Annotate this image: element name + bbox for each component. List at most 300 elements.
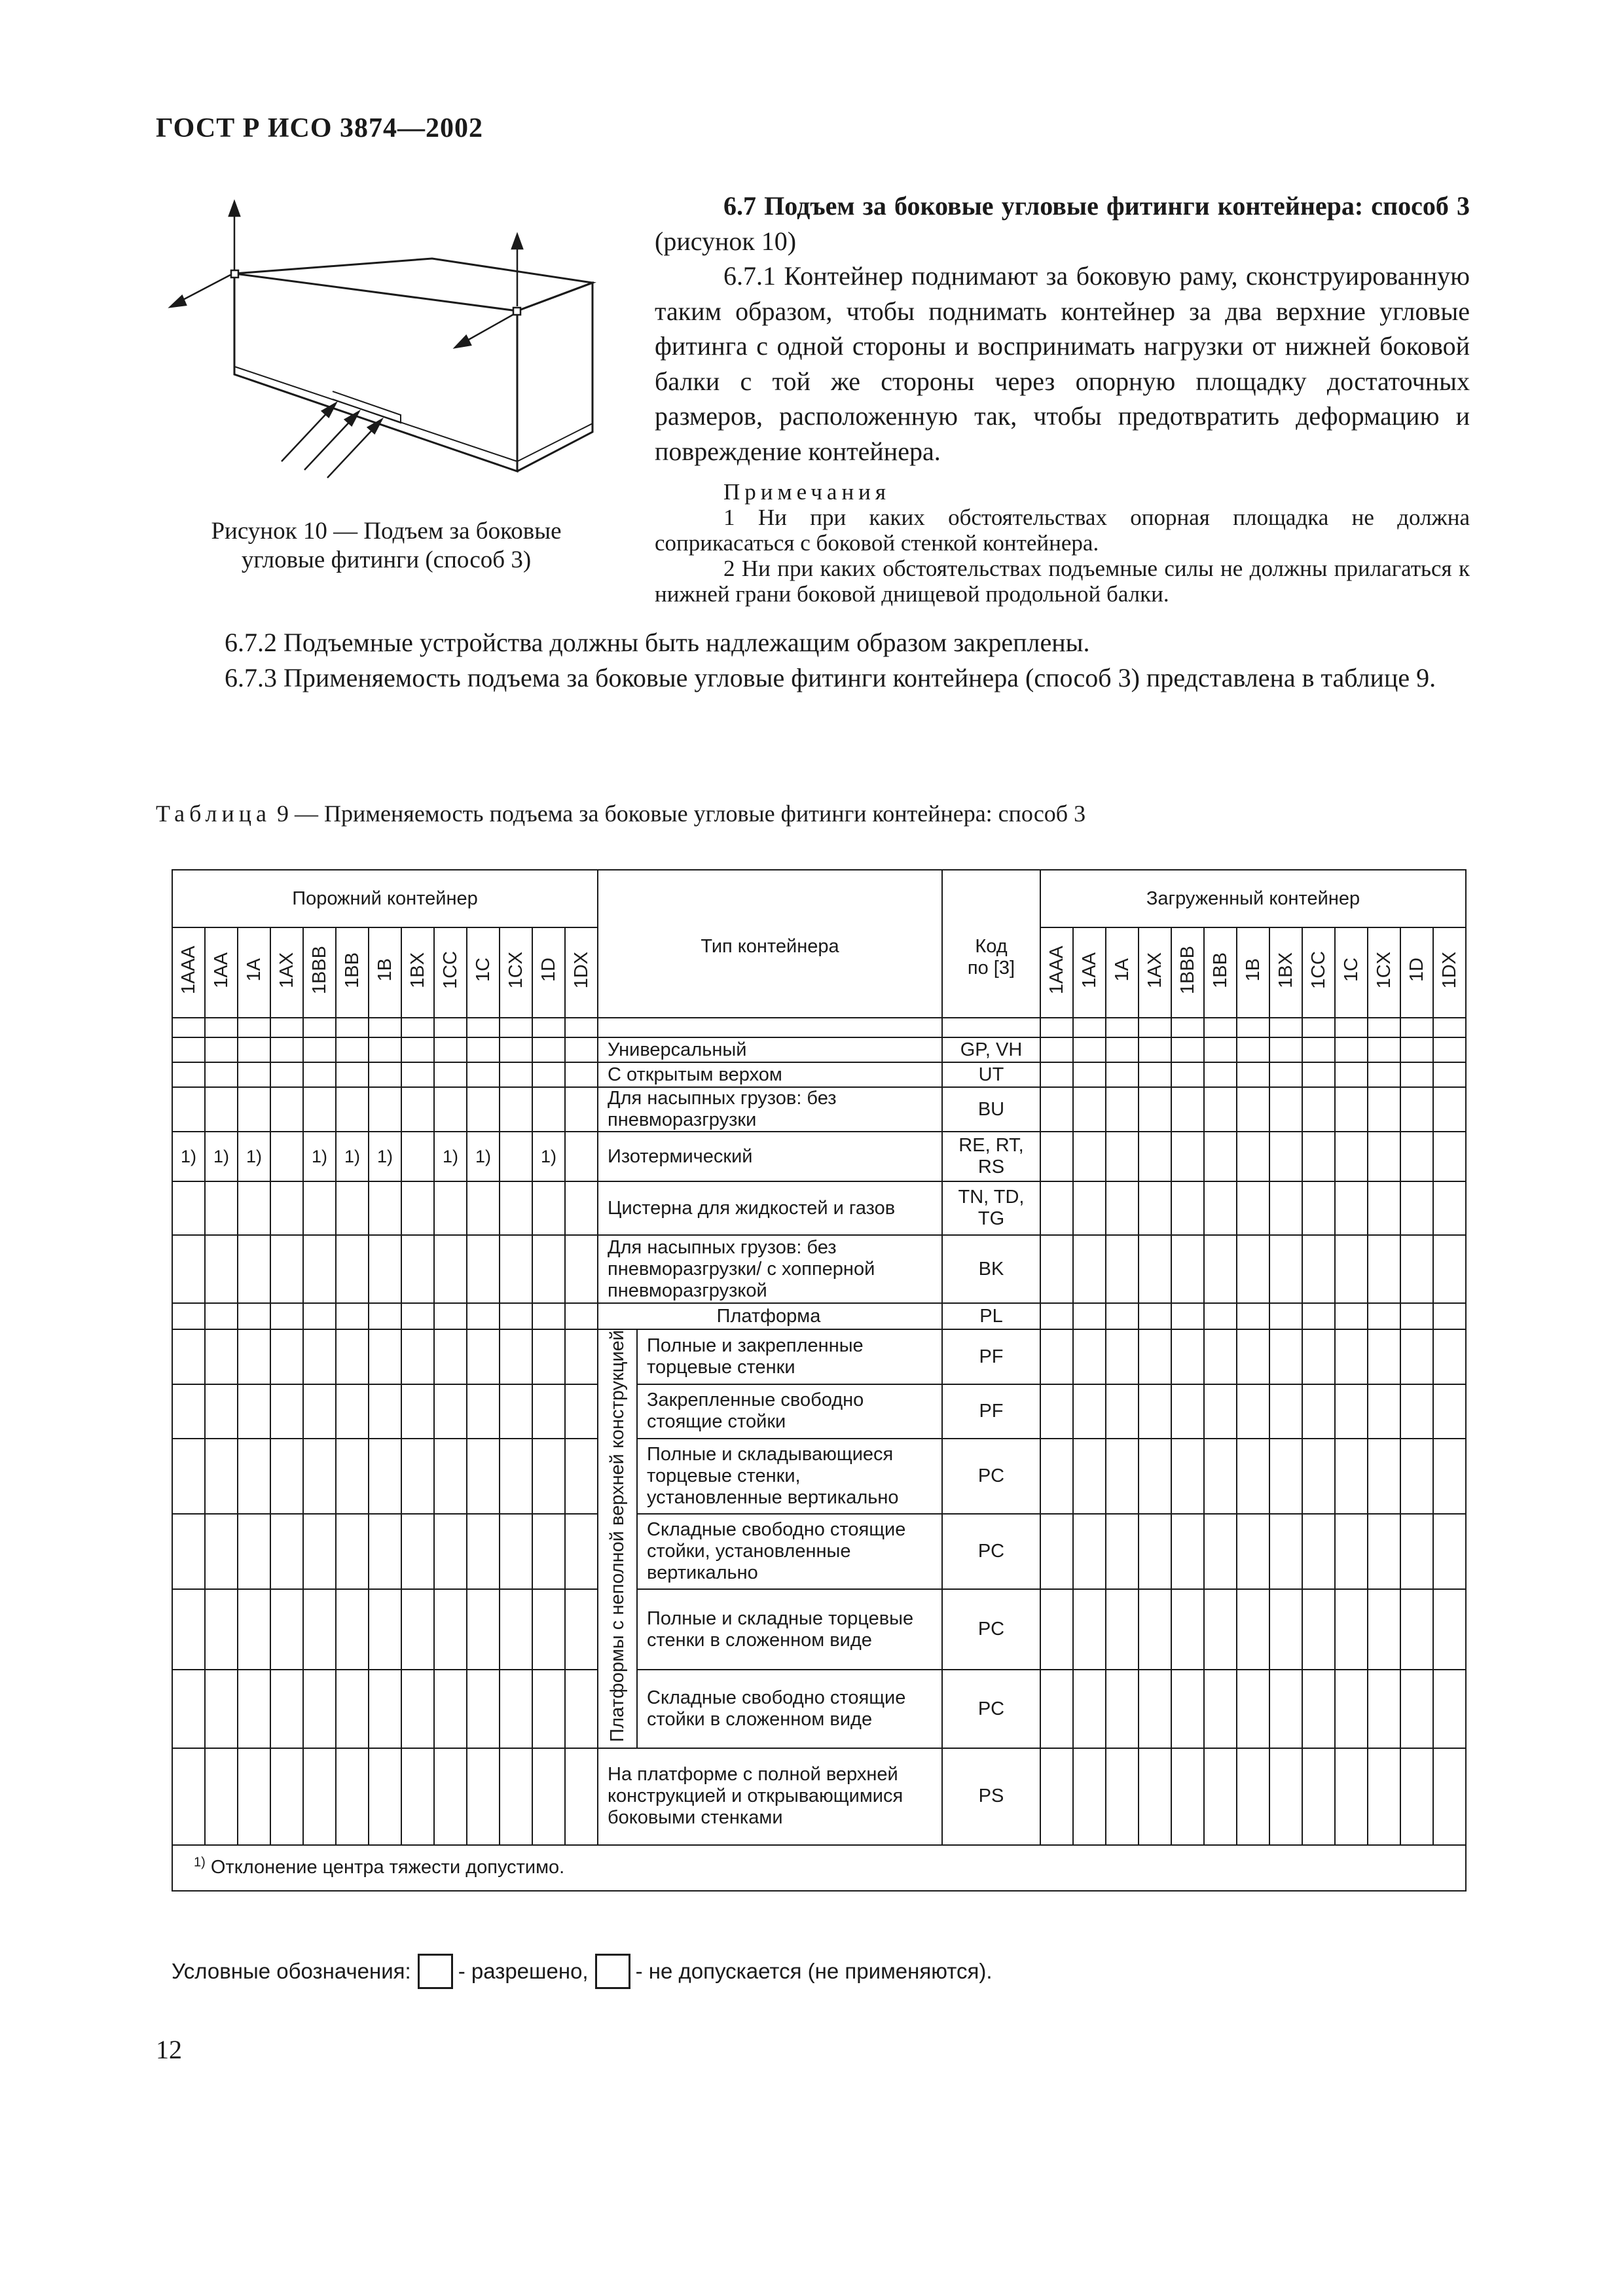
empty-cell	[303, 1748, 336, 1845]
empty-cell	[532, 1018, 565, 1037]
empty-cell	[500, 1329, 532, 1384]
container-code: BK	[942, 1235, 1040, 1303]
loaded-cell	[1073, 1235, 1106, 1303]
empty-cell	[467, 1748, 500, 1845]
document-header: ГОСТ Р ИСО 3874—2002	[156, 113, 484, 143]
note-2: 2 Ни при каких обстоятельствах подъемные силы не должны прилагаться к нижней грани боковой днищевой продольной балки.	[655, 556, 1470, 607]
loaded-cell	[1400, 1439, 1433, 1514]
empty-col-header-label: 1CC	[439, 950, 461, 989]
legend-forbidden-text: - не допускается (не применяются).	[635, 1959, 993, 1983]
empty-cell: 1)	[532, 1132, 565, 1181]
empty-cell	[336, 1514, 369, 1589]
loaded-col-header-label: 1B	[1242, 958, 1264, 982]
loaded-cell	[1335, 1132, 1368, 1181]
empty-cell	[270, 1018, 303, 1037]
empty-cell	[401, 1235, 434, 1303]
section-6-7-2-3	[156, 625, 1470, 696]
empty-cell	[467, 1439, 500, 1514]
loaded-cell	[1139, 1670, 1171, 1748]
empty-col-header-1DX	[565, 927, 598, 1018]
loaded-cell	[1335, 1514, 1368, 1589]
empty-cell	[270, 1670, 303, 1748]
container-code: PC	[942, 1514, 1040, 1589]
container-code: PC	[942, 1589, 1040, 1670]
table-row	[172, 1589, 1466, 1670]
container-type-header: Тип контейнера	[598, 870, 942, 1018]
loaded-cell	[1335, 1181, 1368, 1235]
empty-cell	[172, 1087, 205, 1132]
loaded-cell	[1335, 1235, 1368, 1303]
empty-cell	[467, 1670, 500, 1748]
empty-col-header-1BBB	[303, 927, 336, 1018]
table-row	[172, 1181, 1466, 1235]
empty-cell	[401, 1181, 434, 1235]
loaded-cell	[1171, 1037, 1204, 1062]
loaded-cell	[1139, 1181, 1171, 1235]
empty-cell	[172, 1329, 205, 1384]
empty-cell	[172, 1181, 205, 1235]
loaded-cell	[1237, 1303, 1269, 1329]
loaded-cell	[1302, 1062, 1335, 1087]
empty-cell	[336, 1589, 369, 1670]
empty-cell	[270, 1439, 303, 1514]
empty-cell	[238, 1018, 270, 1037]
loaded-cell	[1433, 1087, 1466, 1132]
loaded-cell	[1171, 1329, 1204, 1384]
empty-cell	[500, 1384, 532, 1438]
empty-cell	[205, 1087, 238, 1132]
empty-cell	[434, 1303, 467, 1329]
loaded-cell	[1204, 1087, 1237, 1132]
table-row	[172, 1132, 1466, 1181]
empty-cell	[205, 1748, 238, 1845]
loaded-cell	[1335, 1062, 1368, 1087]
loaded-cell	[1335, 1329, 1368, 1384]
empty-cell	[434, 1748, 467, 1845]
empty-cell	[434, 1037, 467, 1062]
loaded-cell	[1400, 1018, 1433, 1037]
empty-cell	[434, 1439, 467, 1514]
loaded-cell	[1269, 1062, 1302, 1087]
empty-cell	[369, 1037, 401, 1062]
loaded-cell	[1433, 1748, 1466, 1845]
loaded-cell	[1368, 1748, 1400, 1845]
table-row	[172, 1087, 1466, 1132]
empty-cell	[434, 1384, 467, 1438]
loaded-cell	[1106, 1132, 1139, 1181]
loaded-cell	[1433, 1062, 1466, 1087]
loaded-cell	[1433, 1018, 1466, 1037]
loaded-cell	[1073, 1037, 1106, 1062]
empty-cell	[500, 1439, 532, 1514]
empty-cell	[369, 1235, 401, 1303]
empty-cell	[467, 1384, 500, 1438]
empty-cell	[336, 1181, 369, 1235]
loaded-cell	[1335, 1748, 1368, 1845]
empty-cell	[532, 1037, 565, 1062]
empty-cell	[303, 1439, 336, 1514]
loaded-cell	[1139, 1384, 1171, 1438]
empty-col-header-label: 1AX	[276, 952, 297, 988]
empty-cell	[434, 1062, 467, 1087]
paragraph-6-7-2: 6.7.2 Подъемные устройства должны быть надлежащим образом закреплены.	[225, 628, 1090, 657]
empty-cell	[532, 1329, 565, 1384]
empty-cell	[336, 1018, 369, 1037]
empty-cell	[467, 1514, 500, 1589]
loaded-cell	[1171, 1087, 1204, 1132]
empty-cell	[303, 1181, 336, 1235]
loaded-cell	[1139, 1514, 1171, 1589]
loaded-cell	[1368, 1514, 1400, 1589]
loaded-cell	[1302, 1748, 1335, 1845]
empty-cell	[369, 1384, 401, 1438]
empty-cell	[369, 1589, 401, 1670]
loaded-cell	[1040, 1329, 1073, 1384]
loaded-cell	[1433, 1589, 1466, 1670]
container-code: PS	[942, 1748, 1040, 1845]
container-code: PC	[942, 1670, 1040, 1748]
empty-cell: 1)	[467, 1132, 500, 1181]
empty-cell	[270, 1589, 303, 1670]
loaded-cell	[1040, 1037, 1073, 1062]
section-6-7-heading-ref: (рисунок 10)	[655, 226, 797, 256]
table-row	[172, 1748, 1466, 1845]
loaded-cell	[1040, 1670, 1073, 1748]
container-type-desc: Для насыпных грузов: без пневморазгрузки/ с хопперной пневморазгрузкой	[598, 1235, 942, 1303]
loaded-cell	[1204, 1235, 1237, 1303]
loaded-col-header-1B	[1237, 927, 1269, 1018]
empty-cell	[336, 1329, 369, 1384]
loaded-cell	[1269, 1748, 1302, 1845]
empty-cell	[565, 1303, 598, 1329]
loaded-cell	[1171, 1439, 1204, 1514]
loaded-cell	[1269, 1181, 1302, 1235]
empty-cell	[205, 1670, 238, 1748]
empty-cell	[565, 1670, 598, 1748]
loaded-cell	[1073, 1018, 1106, 1037]
notes-block	[655, 479, 1470, 607]
container-type-desc: Цистерна для жидкостей и газов	[598, 1181, 942, 1235]
empty-cell	[565, 1087, 598, 1132]
loaded-cell	[1400, 1303, 1433, 1329]
loaded-cell	[1106, 1589, 1139, 1670]
empty-col-header-1CC	[434, 927, 467, 1018]
loaded-cell	[1400, 1235, 1433, 1303]
loaded-cell	[1368, 1018, 1400, 1037]
empty-cell	[238, 1748, 270, 1845]
legend-allowed-text: - разрешено,	[458, 1959, 589, 1983]
lift-arrow-left-head	[229, 202, 240, 216]
empty-cell	[172, 1018, 205, 1037]
spacer-code-cell	[942, 1018, 1040, 1037]
loaded-cell	[1171, 1748, 1204, 1845]
container-code: GP, VH	[942, 1037, 1040, 1062]
container-type-desc: Универсальный	[598, 1037, 942, 1062]
code-header-line-2: по [3]	[967, 958, 1015, 978]
push-arrow-1	[282, 409, 331, 461]
empty-cell	[172, 1303, 205, 1329]
loaded-cell	[1400, 1514, 1433, 1589]
table-row	[172, 1062, 1466, 1087]
empty-col-header-label: 1BB	[341, 952, 363, 988]
loaded-cell	[1073, 1062, 1106, 1087]
empty-cell	[565, 1037, 598, 1062]
loaded-cell	[1171, 1514, 1204, 1589]
empty-cell: 1)	[238, 1132, 270, 1181]
loaded-cell	[1269, 1514, 1302, 1589]
empty-cell	[532, 1514, 565, 1589]
loaded-cell	[1040, 1748, 1073, 1845]
loaded-cell	[1171, 1589, 1204, 1670]
empty-cell	[500, 1235, 532, 1303]
loaded-cell	[1368, 1589, 1400, 1670]
table-9	[172, 869, 1467, 1892]
loaded-cell	[1040, 1439, 1073, 1514]
loaded-cell	[1433, 1132, 1466, 1181]
empty-cell	[303, 1514, 336, 1589]
loaded-cell	[1433, 1439, 1466, 1514]
loaded-cell	[1040, 1589, 1073, 1670]
empty-cell	[270, 1181, 303, 1235]
lift-arrow-right-head	[512, 234, 522, 249]
loaded-cell	[1400, 1670, 1433, 1748]
loaded-cell	[1139, 1235, 1171, 1303]
table-9-caption	[156, 800, 1470, 827]
loaded-cell	[1040, 1087, 1073, 1132]
loaded-cell	[1237, 1514, 1269, 1589]
loaded-container-group-header: Загруженный контейнер	[1040, 870, 1466, 927]
empty-cell	[401, 1303, 434, 1329]
figure-caption	[157, 517, 615, 575]
empty-cell	[532, 1062, 565, 1087]
platform-group-cell	[598, 1329, 637, 1748]
page-number: 12	[156, 2035, 182, 2064]
loaded-cell	[1106, 1181, 1139, 1235]
empty-col-header-label: 1DX	[570, 951, 592, 989]
section-6-7	[655, 188, 1470, 607]
empty-cell	[401, 1018, 434, 1037]
empty-cell	[336, 1439, 369, 1514]
table-row	[172, 1303, 1466, 1329]
loaded-cell	[1106, 1439, 1139, 1514]
loaded-col-header-label: 1D	[1406, 958, 1427, 982]
empty-cell	[303, 1670, 336, 1748]
loaded-cell	[1073, 1132, 1106, 1181]
loaded-cell	[1335, 1384, 1368, 1438]
empty-cell	[172, 1384, 205, 1438]
loaded-cell	[1433, 1670, 1466, 1748]
empty-cell	[303, 1329, 336, 1384]
empty-cell	[238, 1087, 270, 1132]
loaded-col-header-label: 1AAA	[1046, 945, 1067, 995]
fitting-right	[513, 308, 520, 315]
empty-container-group-header: Порожний контейнер	[172, 870, 598, 927]
empty-cell	[238, 1037, 270, 1062]
empty-cell	[434, 1018, 467, 1037]
loaded-cell	[1171, 1062, 1204, 1087]
loaded-cell	[1400, 1181, 1433, 1235]
empty-cell	[238, 1235, 270, 1303]
empty-cell	[238, 1329, 270, 1384]
loaded-cell	[1335, 1589, 1368, 1670]
empty-cell	[565, 1018, 598, 1037]
loaded-cell	[1204, 1439, 1237, 1514]
empty-cell	[532, 1235, 565, 1303]
loaded-cell	[1237, 1087, 1269, 1132]
loaded-cell	[1302, 1303, 1335, 1329]
figure-caption-line-2: угловые фитинги (способ 3)	[241, 547, 532, 573]
loaded-cell	[1139, 1303, 1171, 1329]
empty-cell	[270, 1329, 303, 1384]
empty-cell	[270, 1384, 303, 1438]
empty-cell	[270, 1514, 303, 1589]
empty-cell	[532, 1748, 565, 1845]
empty-cell	[336, 1087, 369, 1132]
loaded-cell	[1139, 1132, 1171, 1181]
loaded-cell	[1269, 1384, 1302, 1438]
empty-cell	[467, 1018, 500, 1037]
empty-col-header-1BB	[336, 927, 369, 1018]
footnote-marker: 1)	[194, 1855, 206, 1870]
loaded-cell	[1269, 1132, 1302, 1181]
empty-cell	[238, 1439, 270, 1514]
loaded-cell	[1204, 1670, 1237, 1748]
push-arrow-3	[327, 425, 376, 478]
empty-col-header-1AX	[270, 927, 303, 1018]
loaded-cell	[1302, 1670, 1335, 1748]
loaded-cell	[1433, 1181, 1466, 1235]
table-9-body	[172, 1018, 1466, 1891]
loaded-cell	[1269, 1329, 1302, 1384]
empty-cell	[369, 1329, 401, 1384]
empty-cell	[565, 1181, 598, 1235]
empty-cell	[565, 1589, 598, 1670]
empty-cell	[369, 1018, 401, 1037]
side-arrow-left-head	[170, 296, 186, 307]
loaded-cell	[1204, 1037, 1237, 1062]
loaded-col-header-label: 1BX	[1275, 952, 1296, 988]
loaded-cell	[1368, 1329, 1400, 1384]
loaded-cell	[1400, 1748, 1433, 1845]
loaded-cell	[1368, 1132, 1400, 1181]
loaded-cell	[1106, 1329, 1139, 1384]
loaded-cell	[1171, 1384, 1204, 1438]
loaded-cell	[1237, 1670, 1269, 1748]
table-caption-prefix: Таблица	[156, 800, 271, 827]
empty-cell	[369, 1062, 401, 1087]
empty-col-header-label: 1BBB	[308, 945, 330, 995]
loaded-cell	[1204, 1748, 1237, 1845]
empty-cell	[434, 1514, 467, 1589]
empty-cell	[205, 1329, 238, 1384]
empty-cell	[172, 1062, 205, 1087]
loaded-cell	[1139, 1748, 1171, 1845]
empty-cell	[500, 1181, 532, 1235]
loaded-cell	[1106, 1303, 1139, 1329]
empty-col-header-label: 1AA	[210, 952, 232, 988]
empty-cell	[270, 1062, 303, 1087]
loaded-cell	[1237, 1132, 1269, 1181]
loaded-cell	[1073, 1670, 1106, 1748]
loaded-cell	[1139, 1018, 1171, 1037]
empty-cell	[434, 1589, 467, 1670]
loaded-cell	[1302, 1514, 1335, 1589]
loaded-cell	[1433, 1235, 1466, 1303]
empty-cell	[369, 1748, 401, 1845]
empty-col-header-1BX	[401, 927, 434, 1018]
empty-col-header-label: 1BX	[407, 952, 428, 988]
loaded-col-header-1BBB	[1171, 927, 1204, 1018]
notes-title: Примечания	[723, 479, 891, 505]
container-type-desc: Полные и складные торцевые стенки в сложенном виде	[637, 1589, 942, 1670]
loaded-cell	[1302, 1329, 1335, 1384]
loaded-cell	[1171, 1018, 1204, 1037]
loaded-cell	[1106, 1748, 1139, 1845]
empty-cell	[303, 1018, 336, 1037]
empty-cell: 1)	[303, 1132, 336, 1181]
loaded-col-header-label: 1DX	[1438, 951, 1460, 989]
loaded-cell	[1335, 1670, 1368, 1748]
loaded-cell	[1040, 1018, 1073, 1037]
loaded-cell	[1269, 1589, 1302, 1670]
loaded-cell	[1335, 1018, 1368, 1037]
loaded-cell	[1073, 1303, 1106, 1329]
loaded-cell	[1302, 1384, 1335, 1438]
empty-cell	[270, 1235, 303, 1303]
empty-cell	[500, 1062, 532, 1087]
empty-cell	[270, 1748, 303, 1845]
table-row	[172, 1384, 1466, 1438]
side-arrow-right-shaft	[462, 314, 514, 344]
empty-cell	[434, 1329, 467, 1384]
loaded-col-header-label: 1AX	[1144, 952, 1165, 988]
loaded-cell	[1269, 1087, 1302, 1132]
loaded-cell	[1302, 1439, 1335, 1514]
loaded-cell	[1040, 1132, 1073, 1181]
loaded-col-header-1AAA	[1040, 927, 1073, 1018]
loaded-cell	[1335, 1303, 1368, 1329]
empty-cell	[467, 1037, 500, 1062]
empty-cell: 1)	[336, 1132, 369, 1181]
empty-cell	[401, 1589, 434, 1670]
empty-cell	[336, 1303, 369, 1329]
empty-cell	[467, 1062, 500, 1087]
loaded-cell	[1040, 1384, 1073, 1438]
loaded-cell	[1269, 1670, 1302, 1748]
empty-cell	[401, 1087, 434, 1132]
paragraph-6-7-1: 6.7.1 Контейнер поднимают за боковую раму, сконструированную таким образом, чтобы поднимать контейнер за два верхние угловые фитинга с одной стороны и воспринимать нагрузки от нижней боковой балки с той же стороны через опорную площадку достаточных размеров, расположенную так, чтобы предотвратить деформацию и повреждение контейнера.	[655, 261, 1470, 466]
empty-cell	[172, 1235, 205, 1303]
empty-cell	[500, 1037, 532, 1062]
empty-cell	[467, 1181, 500, 1235]
loaded-col-header-1BB	[1204, 927, 1237, 1018]
empty-col-header-1AA	[205, 927, 238, 1018]
empty-cell	[532, 1303, 565, 1329]
loaded-cell	[1368, 1037, 1400, 1062]
loaded-cell	[1302, 1037, 1335, 1062]
empty-cell	[369, 1087, 401, 1132]
loaded-cell	[1139, 1439, 1171, 1514]
empty-col-header-label: 1A	[243, 958, 264, 982]
loaded-cell	[1139, 1329, 1171, 1384]
empty-cell	[303, 1384, 336, 1438]
table-row	[172, 1439, 1466, 1514]
loaded-col-header-1CC	[1302, 927, 1335, 1018]
loaded-col-header-1BX	[1269, 927, 1302, 1018]
loaded-cell	[1237, 1018, 1269, 1037]
loaded-cell	[1073, 1329, 1106, 1384]
loaded-cell	[1400, 1132, 1433, 1181]
